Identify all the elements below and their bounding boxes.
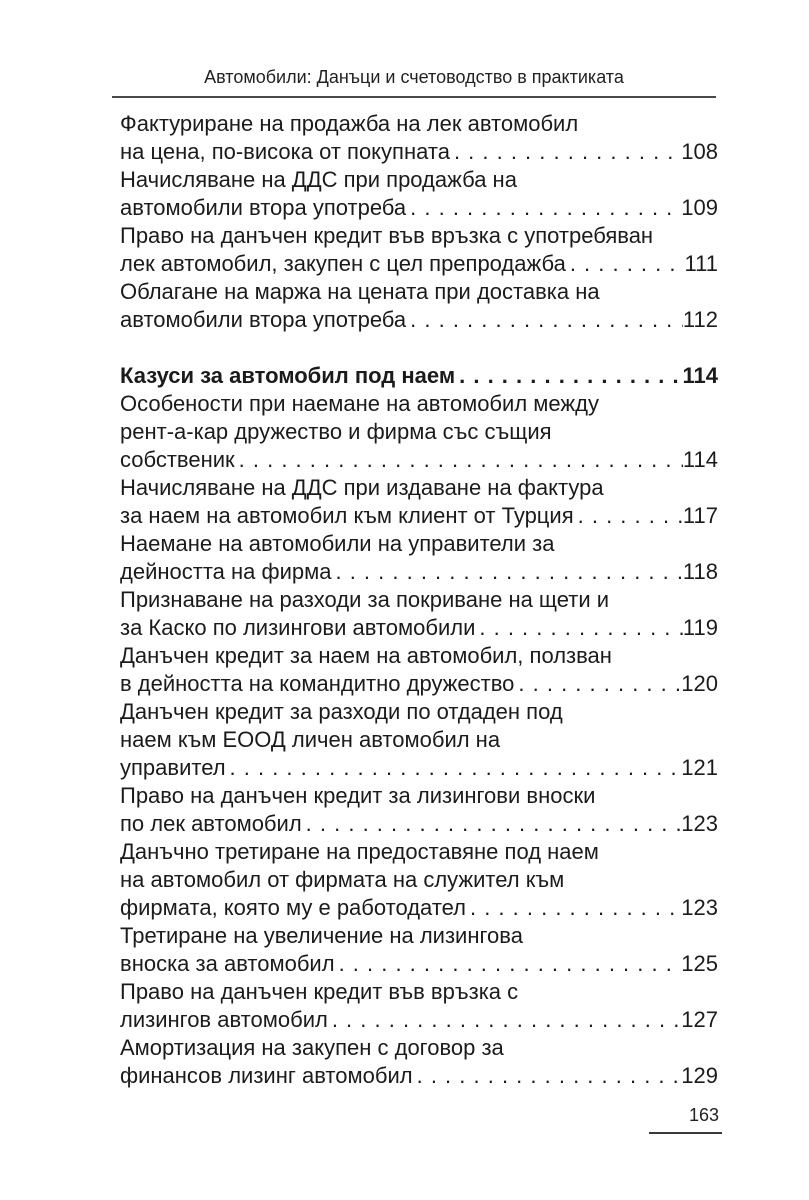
dot-leader [328,1006,681,1034]
toc-line [120,558,718,586]
toc-line: Право на данъчен кредит във връзка с употребяван [120,223,654,248]
page-number: 163 [688,1105,719,1125]
toc-entry-title: автомобили втора употреба [120,195,407,220]
toc-entry [120,838,718,922]
toc-entry-title: собственик [120,447,235,472]
toc-line: Признаване на разходи за покриване на щети и [120,587,610,612]
toc-line: Третиране на увеличение на лизингова [120,923,523,948]
dot-leader [302,810,682,838]
toc-line [120,250,718,278]
toc-page-number: 123 [681,811,718,836]
toc-line: на автомобил от фирмата на служител към [120,867,565,892]
toc-page-number: 129 [681,1063,718,1088]
dot-leader [413,1062,682,1090]
toc-entry-title: на цена, по-висока от покупната [120,139,450,164]
toc-page-number: 119 [682,615,718,640]
toc-line [120,446,718,474]
toc-entry [120,166,718,222]
toc-entry-title: вноска за автомобил [120,951,335,976]
toc-entry [120,922,718,978]
footer-rule [649,1132,722,1134]
page-footer [649,1104,722,1134]
dot-leader [335,950,682,978]
toc-line: Данъчно третиране на предоставяне под наем [120,839,599,864]
dot-leader [406,306,683,334]
dot-leader [475,614,683,642]
toc-entry-title: управител [120,755,226,780]
toc-line [120,306,718,334]
dot-leader [514,670,681,698]
toc-page-number: 111 [684,251,718,276]
toc-line: Начисляване на ДДС при издаване на фактура [120,475,604,500]
toc-page-number: 112 [682,307,718,332]
dot-leader [574,502,683,530]
toc-line [120,1062,718,1090]
toc-line: Данъчен кредит за наем на автомобил, ползван [120,643,612,668]
toc-line: Амортизация на закупен с договор за [120,1035,504,1060]
running-header-title: Автомобили: Данъци и счетоводство в практиката [204,67,624,87]
toc-entry-title: дейността на фирма [120,559,332,584]
toc-entry [120,586,718,642]
toc-entry [120,530,718,586]
toc-line [120,670,718,698]
toc-line [120,894,718,922]
toc-entry [120,782,718,838]
toc-entry-title: автомобили втора употреба [120,307,407,332]
toc-line [120,362,718,390]
toc-entry [120,978,718,1034]
toc-line: Право на данъчен кредит за лизингови вноски [120,783,596,808]
toc-entry [120,698,718,782]
header-rule [112,96,716,98]
toc-entry [120,1034,718,1090]
toc-line: Наемане на автомобили на управители за [120,531,555,556]
dot-leader [226,754,682,782]
toc-line [120,810,718,838]
toc-page-number: 108 [681,139,718,164]
toc-page-number: 127 [681,1007,718,1032]
toc-line [120,138,718,166]
toc-line [120,1006,718,1034]
toc-entry [120,390,718,474]
toc-line: рент-а-кар дружество и фирма със същия [120,419,552,444]
toc-page-number: 121 [681,755,718,780]
dot-leader [450,138,681,166]
toc-entry [120,474,718,530]
toc-line: Фактуриране на продажба на лек автомобил [120,111,579,136]
toc-line [120,502,718,530]
toc-line: Облагане на маржа на цената при доставка на [120,279,600,304]
toc-line: наем към ЕООД личен автомобил на [120,727,501,752]
toc-line [120,754,718,782]
dot-leader [331,558,682,586]
toc-entry [120,110,718,166]
toc-line [120,614,718,642]
toc-page-number: 114 [682,447,718,472]
toc-page-number: 125 [681,951,718,976]
toc-page-number: 118 [682,559,718,584]
toc-line: Особености при наемане на автомобил между [120,391,599,416]
toc-line: Начисляване на ДДС при продажба на [120,167,517,192]
toc-line: Данъчен кредит за разходи по отдаден под [120,699,563,724]
toc-entry [120,222,718,278]
dot-leader [566,250,685,278]
dot-leader [235,446,683,474]
toc-line [120,194,718,222]
toc-page-number: 109 [681,195,718,220]
toc-entry [120,278,718,334]
dot-leader [455,362,682,390]
toc-section-heading [120,362,718,390]
toc-page-number: 117 [682,503,718,528]
toc-entry [120,642,718,698]
toc-entry-title: Казуси за автомобил под наем [120,363,456,388]
toc-list [120,110,718,1090]
toc-entry-title: фирмата, която му е работодател [120,895,466,920]
toc-line: Право на данъчен кредит във връзка с [120,979,519,1004]
toc-page-number: 123 [681,895,718,920]
toc-entry-title: финансов лизинг автомобил [120,1063,413,1088]
toc-line [120,950,718,978]
dot-leader [466,894,681,922]
toc-page-number: 120 [681,671,718,696]
toc-entry-title: лизингов автомобил [120,1007,328,1032]
toc-entry-title: в дейността на командитно дружество [120,671,515,696]
toc-entry-title: по лек автомобил [120,811,302,836]
dot-leader [406,194,681,222]
running-header [112,66,716,98]
toc-entry-title: лек автомобил, закупен с цел препродажба [120,251,566,276]
toc-entry-title: за Каско по лизингови автомобили [120,615,476,640]
toc-page-number: 114 [682,363,718,388]
toc-entry-title: за наем на автомобил към клиент от Турция [120,503,574,528]
